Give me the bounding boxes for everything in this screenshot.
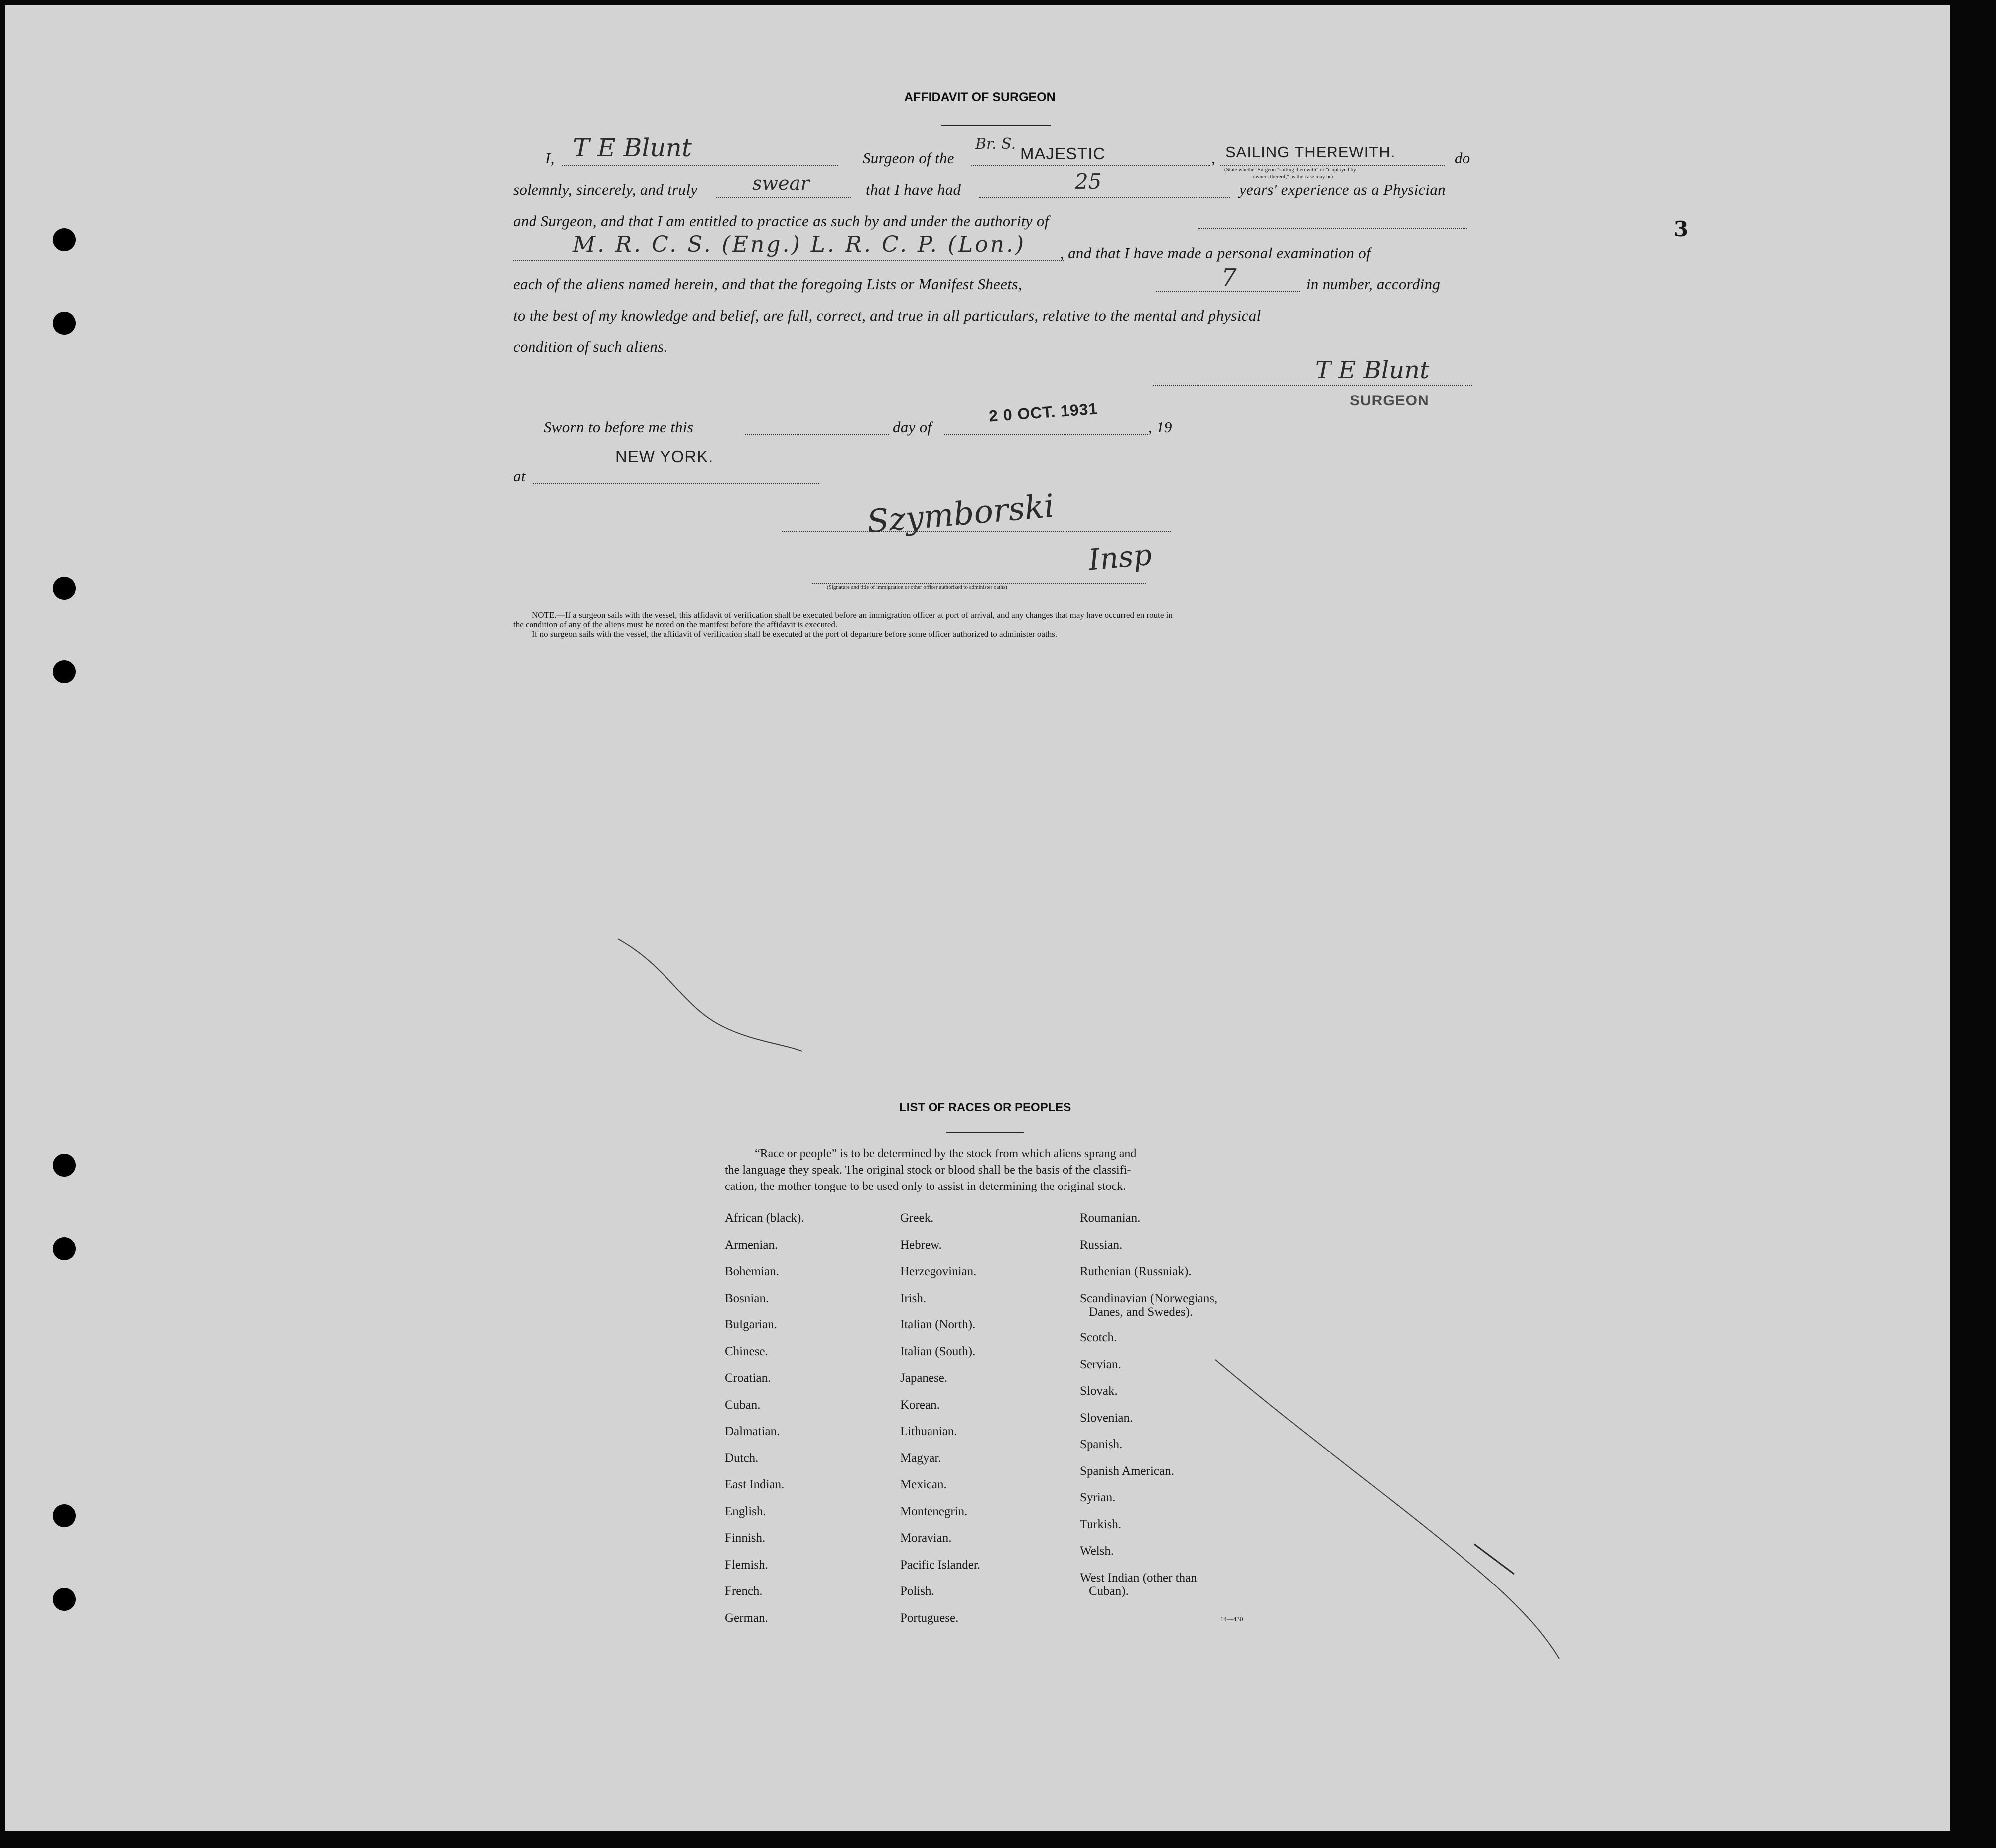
race-item: Roumanian.: [1080, 1211, 1141, 1225]
race-item: Turkish.: [1080, 1517, 1122, 1531]
race-item: Portuguese.: [900, 1611, 959, 1625]
race-item: Montenegrin.: [900, 1504, 968, 1518]
race-item: Herzegovinian.: [900, 1265, 977, 1278]
race-item: Greek.: [900, 1211, 934, 1225]
i-label: I,: [545, 149, 555, 167]
surgeon-name: T E Blunt: [573, 133, 692, 162]
line-solemnly: solemnly, sincerely, and truly: [513, 181, 698, 198]
race-item: Korean.: [900, 1398, 940, 1412]
race-item: Dalmatian.: [725, 1425, 780, 1438]
line-condition: condition of such aliens.: [513, 338, 668, 355]
race-item: Finnish.: [725, 1531, 766, 1545]
race-item: Mexican.: [900, 1478, 947, 1491]
at-label: at: [513, 467, 526, 485]
ship-name: MAJESTIC: [1020, 144, 1106, 163]
race-item: Bulgarian.: [725, 1318, 777, 1331]
scratch-marks: [5, 5, 1950, 1831]
race-item: English.: [725, 1504, 766, 1518]
line-authority: and Surgeon, and that I am entitled to practice as such by and under the authority of: [513, 212, 1049, 230]
race-item: Italian (South).: [900, 1344, 976, 1358]
race-item: Spanish American.: [1080, 1464, 1174, 1478]
race-item: African (black).: [725, 1211, 804, 1225]
date-stamp: 2 0 OCT. 1931: [988, 399, 1099, 425]
race-item: Servian.: [1080, 1357, 1121, 1371]
race-item: Croatian.: [725, 1371, 771, 1385]
sheets-value: 7: [1221, 264, 1237, 292]
race-item: Dutch.: [725, 1451, 759, 1465]
surgeon-of-label: Surgeon of the: [863, 149, 954, 167]
sailing-status: SAILING THEREWITH.: [1225, 143, 1396, 161]
years-value: 25: [1075, 169, 1102, 194]
qualifications: M. R. C. S. (Eng.) L. R. C. P. (Lon.): [573, 232, 1026, 257]
race-item: Pacific Islander.: [900, 1558, 981, 1572]
race-item: Ruthenian (Russniak).: [1080, 1265, 1192, 1278]
race-item: Scandinavian (Norwegians, Danes, and Swedes).: [1080, 1291, 1218, 1319]
races-intro-1: “Race or people” is to be determined by the stock from which aliens sprang and: [755, 1147, 1137, 1160]
note-line-1: NOTE.—If a surgeon sails with the vessel, this affidavit of verification shall be executed before an immigration officer at port of arrival, and any changes that may have occurred en route in: [532, 610, 1173, 620]
race-item: Hebrew.: [900, 1238, 942, 1252]
affidavit-title: AFFIDAVIT OF SURGEON: [904, 90, 1056, 104]
race-item: Chinese.: [725, 1344, 768, 1358]
sailing-instruction-1: (State whether Surgeon "sailing therewith" or "employed by: [1224, 167, 1356, 173]
race-item: Japanese.: [900, 1371, 948, 1385]
comma: ,: [1211, 149, 1216, 167]
race-item: West Indian (other than Cuban).: [1080, 1571, 1197, 1598]
line-have-had: that I have had: [866, 181, 961, 198]
officer-title: Insp: [1087, 537, 1153, 577]
race-item: Welsh.: [1080, 1544, 1114, 1558]
line-years-experience: years' experience as a Physician: [1239, 181, 1446, 198]
line-personal-examination: , and that I have made a personal examination of: [1060, 244, 1371, 262]
races-title: LIST OF RACES OR PEOPLES: [899, 1101, 1071, 1114]
race-item: East Indian.: [725, 1478, 785, 1491]
document-sheet: [5, 5, 1950, 1831]
race-item: German.: [725, 1611, 768, 1625]
race-item: Bohemian.: [725, 1265, 780, 1278]
surgeon-signature: T E Blunt: [1315, 356, 1430, 384]
surgeon-stamp: SURGEON: [1350, 393, 1429, 409]
race-item: Irish.: [900, 1291, 927, 1305]
race-item: Magyar.: [900, 1451, 941, 1465]
day-label: day of: [893, 418, 932, 436]
races-intro-3: cation, the mother tongue to be used only to assist in determining the original stock.: [725, 1180, 1126, 1193]
sworn-label: Sworn to before me this: [544, 418, 694, 436]
race-item: Polish.: [900, 1584, 934, 1598]
race-item: Moravian.: [900, 1531, 952, 1545]
race-item: Slovenian.: [1080, 1411, 1133, 1425]
race-item: Syrian.: [1080, 1491, 1116, 1504]
race-item: Italian (North).: [900, 1318, 976, 1331]
year-suffix: , 19: [1148, 418, 1172, 436]
race-item: Lithuanian.: [900, 1425, 957, 1438]
line-in-number: in number, according: [1306, 275, 1441, 293]
officer-signature: Szymborski: [865, 487, 1056, 541]
race-item: Russian.: [1080, 1238, 1123, 1252]
race-item: French.: [725, 1584, 763, 1598]
ship-prefix: Br. S.: [975, 135, 1016, 153]
place-stamp: NEW YORK.: [615, 447, 714, 466]
race-item: Cuban.: [725, 1398, 761, 1412]
signature-caption: (Signature and title of immigration or other officer authorized to administer oaths): [827, 584, 1007, 590]
sailing-instruction-2: owners thereof," as the case may be): [1253, 174, 1333, 180]
line-knowledge: to the best of my knowledge and belief, are full, correct, and true in all particulars, relative to the mental and physical: [513, 307, 1261, 324]
page-number: 3: [1674, 217, 1689, 241]
race-item: Armenian.: [725, 1238, 778, 1252]
race-item: Flemish.: [725, 1558, 768, 1572]
race-item: Spanish.: [1080, 1438, 1123, 1451]
do-label: do: [1455, 149, 1470, 167]
form-number: 14—430: [1220, 1615, 1243, 1623]
race-item: Slovak.: [1080, 1384, 1118, 1398]
oath-word: swear: [752, 172, 810, 194]
races-intro-2: the language they speak. The original stock or blood shall be the basis of the classifi-: [725, 1164, 1131, 1177]
line-foregoing-lists: each of the aliens named herein, and that the foregoing Lists or Manifest Sheets,: [513, 275, 1022, 293]
race-item: Scotch.: [1080, 1331, 1117, 1344]
note-line-2: the condition of any of the aliens must be noted on the manifest before the affidavit is executed.: [513, 620, 838, 629]
note-line-3: If no surgeon sails with the vessel, the affidavit of verification shall be executed at the port of departure before some officer authorized to administer oaths.: [532, 629, 1058, 639]
race-item: Bosnian.: [725, 1291, 769, 1305]
